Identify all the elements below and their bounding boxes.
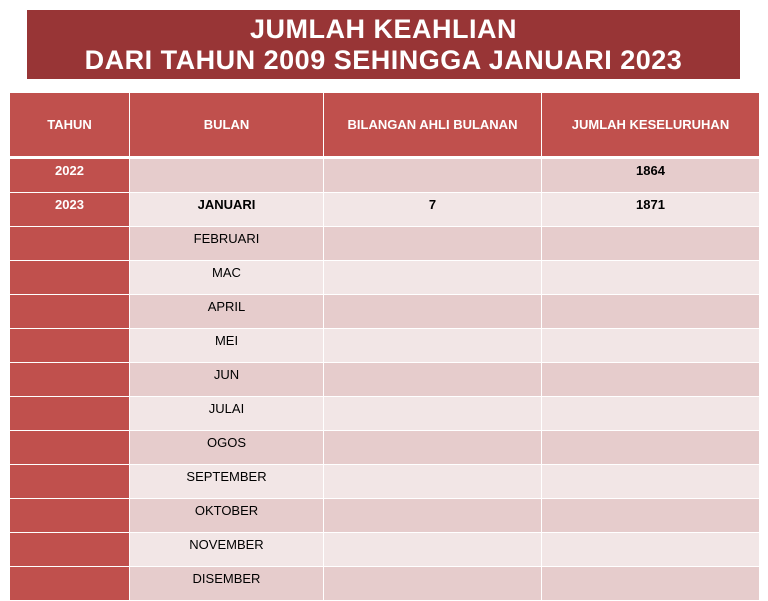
cell-bulanan [324, 227, 542, 261]
cell-bulan: JUN [130, 363, 324, 397]
cell-bulan: JULAI [130, 397, 324, 431]
cell-bulanan [324, 431, 542, 465]
table-row [10, 533, 760, 567]
cell-bulanan [324, 567, 542, 601]
cell-keseluruhan [542, 363, 760, 397]
cell-tahun [10, 397, 130, 431]
table-row [10, 329, 760, 363]
cell-bulanan [324, 363, 542, 397]
cell-tahun: 2023 [10, 193, 130, 227]
title-line-2: DARI TAHUN 2009 SEHINGGA JANUARI 2023 [84, 44, 683, 75]
cell-bulan [130, 158, 324, 193]
cell-tahun [10, 329, 130, 363]
cell-keseluruhan [542, 261, 760, 295]
cell-bulanan [324, 465, 542, 499]
table-row [10, 397, 760, 431]
cell-tahun [10, 567, 130, 601]
table-row [10, 363, 760, 397]
cell-bulan: APRIL [130, 295, 324, 329]
table-row [10, 193, 760, 227]
cell-tahun: 2022 [10, 158, 130, 193]
cell-bulanan [324, 499, 542, 533]
cell-keseluruhan [542, 329, 760, 363]
header-bilangan-ahli-bulanan: BILANGAN AHLI BULANAN [324, 93, 542, 158]
cell-tahun [10, 465, 130, 499]
cell-bulanan [324, 158, 542, 193]
title-line-1: JUMLAH KEAHLIAN [250, 13, 517, 44]
title-banner [27, 10, 740, 79]
cell-bulanan: 7 [324, 193, 542, 227]
cell-bulanan [324, 329, 542, 363]
cell-bulan: OKTOBER [130, 499, 324, 533]
table-row [10, 431, 760, 465]
cell-tahun [10, 533, 130, 567]
cell-bulanan [324, 397, 542, 431]
cell-tahun [10, 431, 130, 465]
cell-keseluruhan [542, 431, 760, 465]
cell-bulanan [324, 533, 542, 567]
cell-bulanan [324, 295, 542, 329]
cell-bulan: DISEMBER [130, 567, 324, 601]
cell-tahun [10, 261, 130, 295]
table-row [10, 567, 760, 601]
table-row [10, 227, 760, 261]
header-row [10, 93, 760, 158]
header-tahun: TAHUN [10, 93, 130, 158]
cell-keseluruhan [542, 533, 760, 567]
table-row [10, 295, 760, 329]
header-jumlah-keseluruhan: JUMLAH KESELURUHAN [542, 93, 760, 158]
cell-tahun [10, 295, 130, 329]
cell-keseluruhan [542, 227, 760, 261]
cell-bulan: NOVEMBER [130, 533, 324, 567]
cell-bulan: SEPTEMBER [130, 465, 324, 499]
cell-bulan: MAC [130, 261, 324, 295]
cell-keseluruhan [542, 567, 760, 601]
header-bulan: BULAN [130, 93, 324, 158]
table-row [10, 158, 760, 193]
table-row [10, 261, 760, 295]
cell-tahun [10, 227, 130, 261]
cell-bulan: JANUARI [130, 193, 324, 227]
cell-keseluruhan: 1864 [542, 158, 760, 193]
cell-keseluruhan [542, 295, 760, 329]
cell-tahun [10, 363, 130, 397]
cell-bulanan [324, 261, 542, 295]
table-row [10, 465, 760, 499]
cell-tahun [10, 499, 130, 533]
cell-bulan: OGOS [130, 431, 324, 465]
cell-bulan: MEI [130, 329, 324, 363]
cell-keseluruhan: 1871 [542, 193, 760, 227]
membership-table [9, 92, 760, 601]
cell-bulan: FEBRUARI [130, 227, 324, 261]
table-row [10, 499, 760, 533]
cell-keseluruhan [542, 499, 760, 533]
cell-keseluruhan [542, 397, 760, 431]
cell-keseluruhan [542, 465, 760, 499]
